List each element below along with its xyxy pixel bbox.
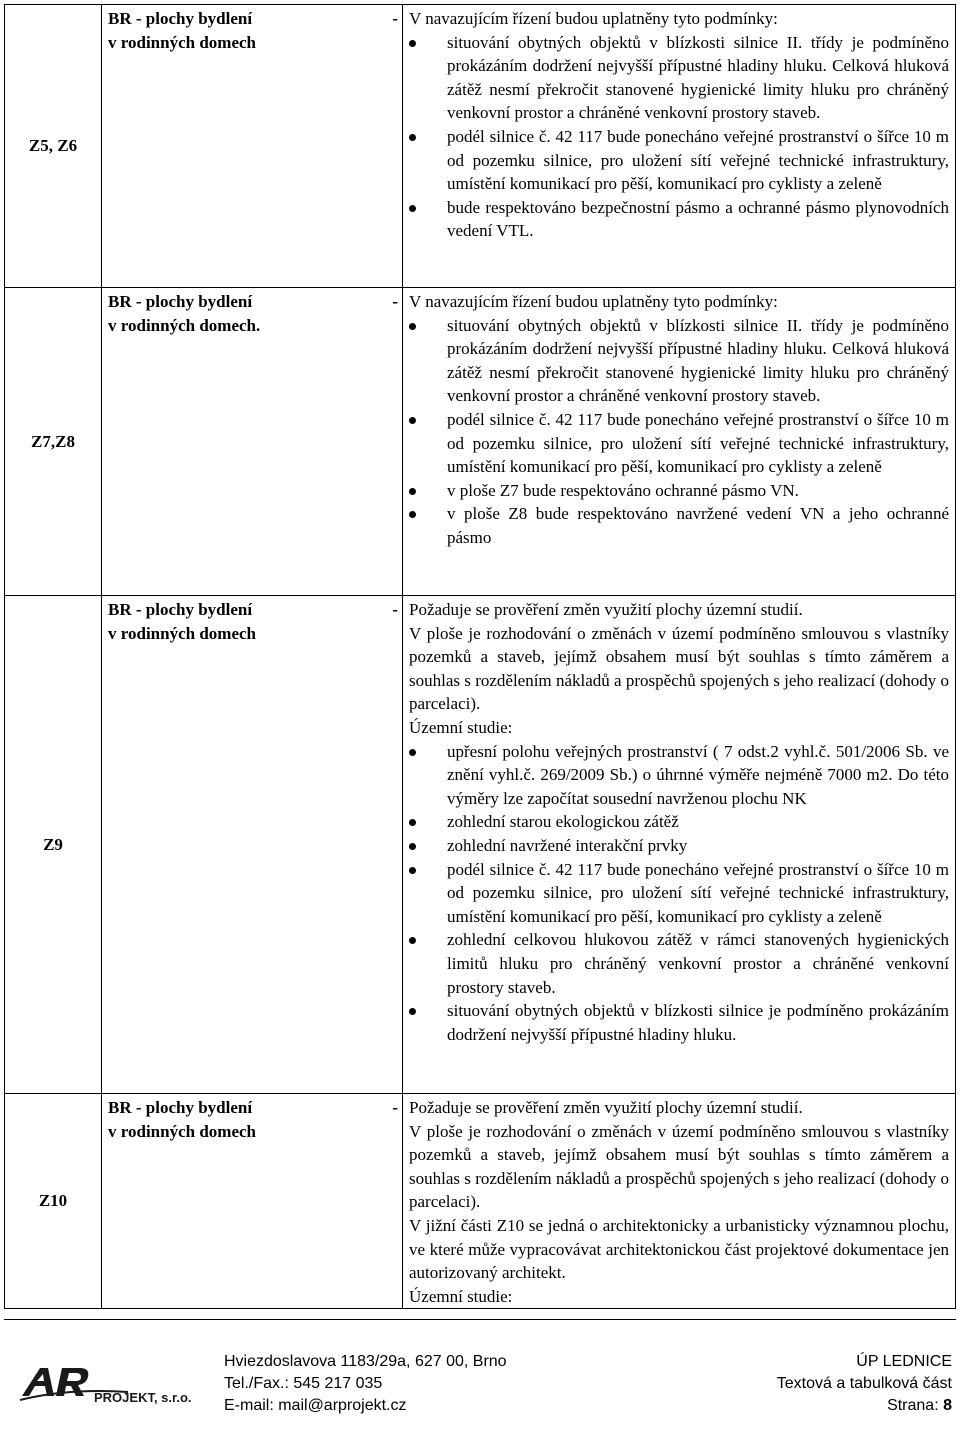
- footer-divider: [4, 1319, 956, 1320]
- conditions-list: [409, 314, 949, 550]
- page-number: 8: [943, 1397, 952, 1414]
- usage-type-cont: v rodinných domech: [108, 623, 256, 643]
- area-code: Z5, Z6: [5, 5, 102, 288]
- list-item: podél silnice č. 42 117 bude ponecháno veřejné prostranství o šířce 10 m od pozemku silnice, pro uložení sítí veřejné technické infrastruktury, umístění komunikací pro pěší, komunikací pro cyklisty a zeleně: [409, 858, 949, 929]
- area-code: Z10: [5, 1094, 102, 1309]
- list-item: podél silnice č. 42 117 bude ponecháno veřejné prostranství o šířce 10 m od pozemku silnice, pro uložení sítí veřejné technické infrastruktury, umístění komunikací pro pěší, komunikací pro cyklisty a zeleně: [409, 125, 949, 196]
- list-item: zohlední navržené interakční prvky: [409, 834, 949, 858]
- bullet-icon: [409, 205, 416, 212]
- conditions-cell: [403, 288, 956, 596]
- company-logo: [18, 1362, 208, 1412]
- bullet-icon: [409, 511, 416, 518]
- company-email: E-mail: mail@arprojekt.cz: [224, 1397, 407, 1414]
- list-item: podél silnice č. 42 117 bude ponecháno veřejné prostranství o šířce 10 m od pozemku silnice, pro uložení sítí veřejné technické infrastruktury, umístění komunikací pro pěší, komunikací pro cyklisty a zeleně: [409, 408, 949, 479]
- list-item: situování obytných objektů v blízkosti silnice je podmíněno prokázáním dodržení nejvyšší přípustné hladiny hluku.: [409, 999, 949, 1046]
- study-heading: Územní studie:: [409, 1286, 513, 1306]
- usage-type: BR - plochy bydlení: [108, 292, 253, 311]
- list-item: upřesní polohu veřejných prostranství ( 7 odst.2 vyhl.č. 501/2006 Sb. ve znění vyhl.č. 269/2009 Sb.) o úhrnné výměře nejméně 7000 m2. Do této výměry lze započítat sousední navrženou plochu NK: [409, 740, 949, 811]
- conditions-intro: V navazujícím řízení budou uplatněny tyto podmínky:: [409, 9, 778, 28]
- table-row-z7-z8: [5, 288, 956, 596]
- usage-dash: -: [392, 1098, 398, 1117]
- list-item: bude respektováno bezpečnostní pásmo a ochranné pásmo plynovodních vedení VTL.: [409, 196, 949, 243]
- study-requirement: Požaduje se prověření změn využití plochy územní studií.: [409, 1098, 803, 1117]
- conditions-list: [409, 31, 949, 243]
- contract-condition: V ploše je rozhodování o změnách v území podmíněno smlouvou s vlastníky pozemků a staveb, jejímž obsahem musí být souhlas s tímto záměrem a souhlas s rozdělením nákladů a prospěchů spojených s jeho realizací (dohody o parcelaci).: [409, 1121, 949, 1212]
- bullet-icon: [409, 323, 416, 330]
- list-item: zohlední celkovou hlukovou zátěž v rámci stanovených hygienických limitů hluku pro chráněný venkovní prostor a chráněné venkovní prostory staveb.: [409, 928, 949, 999]
- usage-dash: -: [392, 600, 398, 619]
- conditions-list: [409, 740, 949, 1047]
- area-code: Z9: [5, 596, 102, 1094]
- company-phone: Tel./Fax.: 545 217 035: [224, 1375, 383, 1392]
- bullet-icon: [409, 134, 416, 141]
- usage-cell: [102, 596, 403, 1094]
- company-address-block: [224, 1351, 507, 1417]
- project-name: ÚP LEDNICE: [856, 1353, 952, 1370]
- list-item: situování obytných objektů v blízkosti silnice II. třídy je podmíněno prokázáním dodržení nejvyšší přípustné hladiny hluku. Celková hluková zátěž nesmí překročit stanovené hygienické limity hluku pro chráněný venkovní prostor a chráněné venkovní prostory staveb.: [409, 31, 949, 125]
- bullet-icon: [409, 488, 416, 495]
- table-row-z9: [5, 596, 956, 1094]
- table-row-z5-z6: [5, 5, 956, 288]
- study-requirement: Požaduje se prověření změn využití plochy územní studií.: [409, 600, 803, 619]
- usage-type: BR - plochy bydlení: [108, 9, 253, 28]
- usage-type-cont: v rodinných domech: [108, 1121, 256, 1141]
- list-item: v ploše Z7 bude respektováno ochranné pásmo VN.: [409, 479, 949, 503]
- bullet-icon: [409, 937, 416, 944]
- bullet-icon: [409, 843, 416, 850]
- architect-condition: V jižní části Z10 se jedná o architektonicky a urbanisticky významnou plochu, ve které může vypracovávat architektonickou část projektové dokumentace jen autorizovaný architekt.: [409, 1215, 949, 1283]
- page-indicator: [777, 1395, 952, 1417]
- logo-text: PROJEKT, s.r.o.: [94, 1390, 192, 1405]
- bullet-icon: [409, 40, 416, 47]
- document-info: [777, 1351, 952, 1417]
- ar-logo-icon: [18, 1362, 208, 1412]
- list-item: v ploše Z8 bude respektováno navržené vedení VN a jeho ochranné pásmo: [409, 502, 949, 549]
- list-item: zohlední starou ekologickou zátěž: [409, 810, 949, 834]
- study-heading: Územní studie:: [409, 717, 513, 737]
- company-address: Hviezdoslavova 1183/29a, 627 00, Brno: [224, 1353, 507, 1370]
- conditions-cell: [403, 596, 956, 1094]
- bullet-icon: [409, 867, 416, 874]
- usage-cell: [102, 1094, 403, 1309]
- bullet-icon: [409, 819, 416, 826]
- usage-type-cont: v rodinných domech.: [108, 315, 261, 335]
- table-row-z10: [5, 1094, 956, 1309]
- usage-type: BR - plochy bydlení: [108, 1098, 253, 1117]
- conditions-cell: [403, 1094, 956, 1309]
- usage-cell: [102, 288, 403, 596]
- bullet-icon: [409, 417, 416, 424]
- list-item: situování obytných objektů v blízkosti silnice II. třídy je podmíněno prokázáním dodržení nejvyšší přípustné hladiny hluku. Celková hluková zátěž nesmí překročit stanovené hygienické limity hluku pro chráněný venkovní prostor a chráněné venkovní prostory staveb.: [409, 314, 949, 408]
- usage-type-cont: v rodinných domech: [108, 32, 256, 52]
- area-code: Z7,Z8: [5, 288, 102, 596]
- contract-condition: V ploše je rozhodování o změnách v území podmíněno smlouvou s vlastníky pozemků a staveb, jejímž obsahem musí být souhlas s tímto záměrem a souhlas s rozdělením nákladů a prospěchů spojených s jeho realizací (dohody o parcelaci).: [409, 623, 949, 714]
- usage-dash: -: [392, 9, 398, 28]
- conditions-intro: V navazujícím řízení budou uplatněny tyto podmínky:: [409, 292, 778, 311]
- page-label: Strana:: [887, 1397, 944, 1414]
- conditions-cell: [403, 5, 956, 288]
- regulation-table: [4, 4, 956, 1309]
- document-part: Textová a tabulková část: [776, 1375, 952, 1392]
- bullet-icon: [409, 749, 416, 756]
- bullet-icon: [409, 1008, 416, 1015]
- usage-dash: -: [392, 292, 398, 311]
- usage-cell: [102, 5, 403, 288]
- usage-type: BR - plochy bydlení: [108, 600, 253, 619]
